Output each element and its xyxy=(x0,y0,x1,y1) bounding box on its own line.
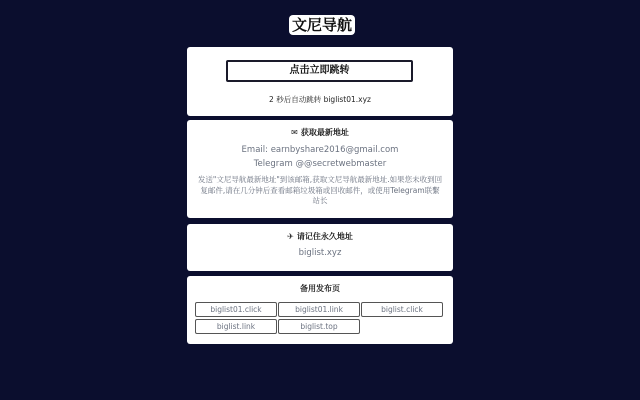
latest-address-heading xyxy=(187,128,453,138)
latest-address-card xyxy=(187,120,453,218)
mirror-pages-card xyxy=(187,276,453,344)
site-title: 文尼导航 xyxy=(289,15,355,35)
mirror-link-button[interactable]: biglist.click xyxy=(361,302,443,317)
latest-address-note: 发送"文尼导航最新地址"到该邮箱,获取文尼导航最新地址.如果您未收到回复邮件,请在几分钟后查看邮箱垃圾箱或回收邮件，或使用Telegram联繫站长 xyxy=(197,175,443,205)
jump-now-button[interactable]: 点击立即跳转 xyxy=(226,60,413,82)
permanent-address-title: 请记住永久地址 xyxy=(296,232,353,241)
airplane-icon: ✈ xyxy=(287,232,294,241)
mirror-link-button[interactable]: biglist.link xyxy=(195,319,277,334)
telegram-line: Telegram @@secretwebmaster xyxy=(253,159,387,169)
countdown-text: 2 秒后自动跳转 biglist01.xyz xyxy=(269,95,371,104)
permanent-address: biglist.xyz xyxy=(298,248,342,258)
redirect-card xyxy=(187,47,453,116)
permanent-address-card xyxy=(187,224,453,271)
mirror-pages-title: 备用发布页 xyxy=(300,284,340,293)
mirror-link-button[interactable]: biglist01.link xyxy=(278,302,360,317)
envelope-icon: ✉ xyxy=(291,128,298,137)
mirror-link-button[interactable]: biglist01.click xyxy=(195,302,277,317)
latest-address-title: 获取最新地址 xyxy=(300,128,349,137)
email-line: Email: earnbyshare2016@gmail.com xyxy=(241,145,399,155)
permanent-address-heading xyxy=(187,232,453,242)
mirror-link-button[interactable]: biglist.top xyxy=(278,319,360,334)
